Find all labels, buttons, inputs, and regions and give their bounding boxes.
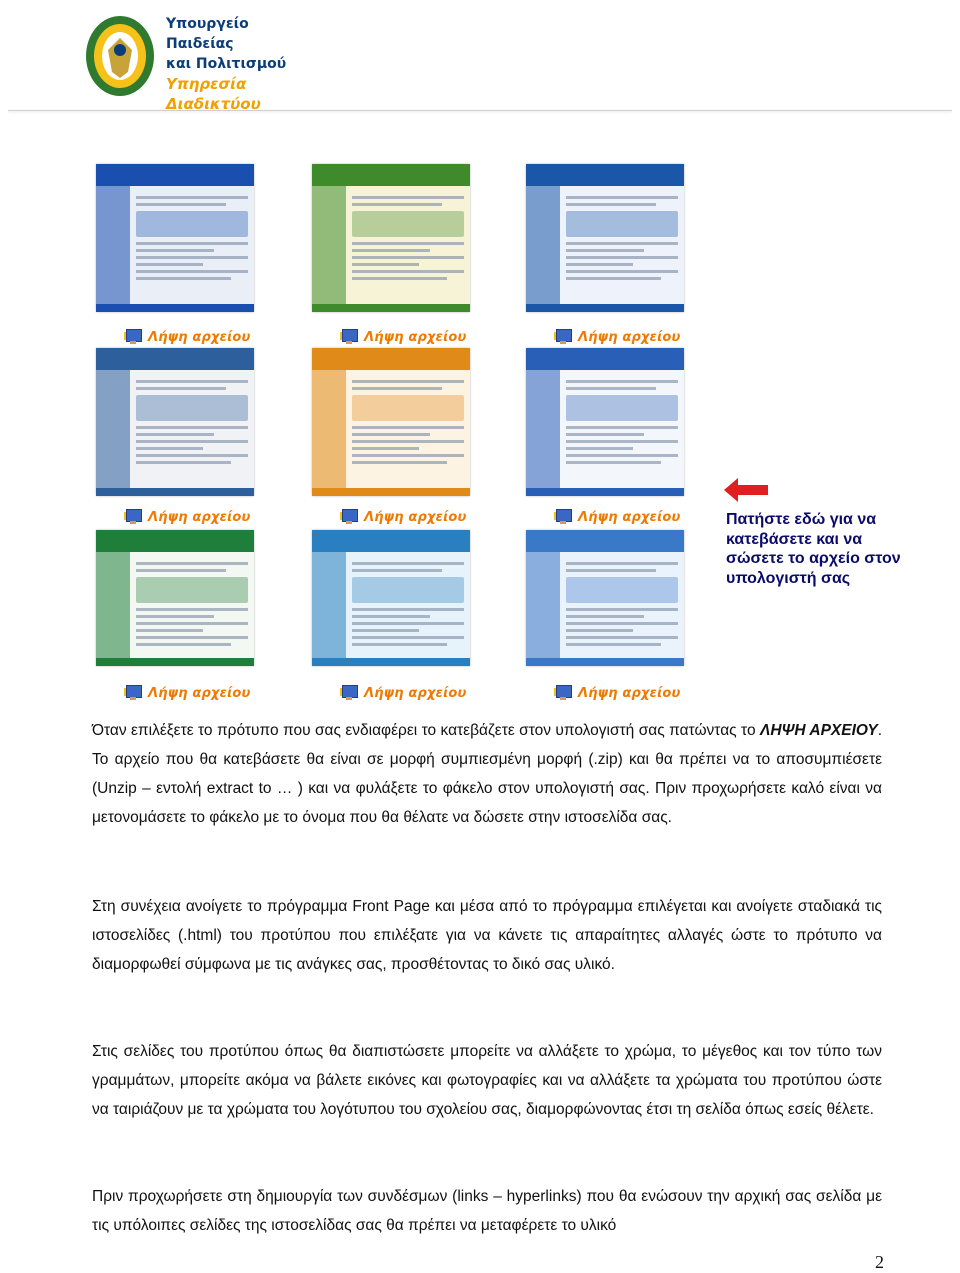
thumbnail-content [352, 192, 464, 284]
template-thumbnail[interactable] [526, 348, 684, 496]
left-arrow-icon [724, 478, 768, 502]
download-file-link[interactable] [554, 326, 680, 348]
thumbnail-content [136, 376, 248, 468]
computer-icon [340, 685, 358, 701]
template-thumbnail[interactable] [96, 164, 254, 312]
thumbnail-banner [96, 164, 254, 186]
paragraph-download-bold: ΛΗΨΗ ΑΡΧΕΙΟΥ [759, 722, 878, 739]
thumbnail-content [352, 558, 464, 650]
thumbnail-footer [96, 658, 254, 666]
thumbnail-content [566, 376, 678, 468]
thumbnail-content [136, 192, 248, 284]
logo-line-culture: και Πολιτισμού [166, 56, 287, 72]
download-file-label: Λήψη αρχείου [364, 685, 467, 701]
thumbnail-footer [526, 488, 684, 496]
thumbnail-sidebar [312, 552, 346, 658]
computer-icon [340, 329, 358, 345]
download-file-label: Λήψη αρχείου [578, 685, 681, 701]
download-file-label: Λήψη αρχείου [364, 329, 467, 345]
thumbnail-sidebar [96, 186, 130, 304]
paragraph-links: Πριν προχωρήσετε στη δημιουργία των συνδέσμων (links – hyperlinks) που θα ενώσουν την αρχική σας σελίδα με τις υπόλοιπες σελίδες της ιστοσελίδας σας θα πρέπει να μεταφέρετε το υλικό [92, 1188, 882, 1234]
computer-icon [554, 329, 572, 345]
paragraph-download [92, 716, 882, 832]
page-number: 2 [875, 1252, 884, 1272]
thumbnail-sidebar [312, 186, 346, 304]
thumbnail-footer [526, 304, 684, 312]
thumbnail-footer [96, 488, 254, 496]
download-file-label: Λήψη αρχείου [148, 685, 251, 701]
thumbnail-footer [312, 488, 470, 496]
computer-icon [554, 685, 572, 701]
thumbnail-banner [526, 348, 684, 370]
thumbnail-banner [312, 348, 470, 370]
thumbnail-sidebar [96, 370, 130, 488]
thumbnail-footer [526, 658, 684, 666]
thumbnail-sidebar [312, 370, 346, 488]
download-file-label: Λήψη αρχείου [578, 329, 681, 345]
download-file-link[interactable] [554, 506, 680, 528]
computer-icon [340, 509, 358, 525]
download-callout: Πατήστε εδώ για να κατεβάσετε και να σώσετε το αρχείο στον υπολογιστή σας [726, 511, 901, 587]
thumbnail-banner [96, 348, 254, 370]
template-thumbnail[interactable] [312, 530, 470, 666]
thumbnail-footer [312, 658, 470, 666]
thumbnail-banner [526, 530, 684, 552]
thumbnail-banner [312, 164, 470, 186]
template-thumbnail[interactable] [526, 164, 684, 312]
thumbnail-sidebar [96, 552, 130, 658]
download-file-link[interactable] [340, 682, 466, 704]
download-file-link[interactable] [340, 506, 466, 528]
paragraph-frontpage: Στη συνέχεια ανοίγετε το πρόγραμμα Front Page και μέσα από το πρόγραμμα επιλέγεται και ανοίγετε σταδιακά τις ιστοσελίδες (.html) του προτύπου που επιλέξατε για να κάνετε τις απαραίτητες αλλαγές ώστε το πρότυπο να διαμορφωθεί σύμφωνα με τις ανάγκες σας, προσθέτοντας το δικό σας υλικό. [92, 898, 882, 973]
template-thumbnail[interactable] [312, 348, 470, 496]
download-file-label: Λήψη αρχείου [578, 509, 681, 525]
template-thumbnail[interactable] [526, 530, 684, 666]
computer-icon [554, 509, 572, 525]
computer-icon [124, 685, 142, 701]
paragraph-download-start: Όταν επιλέξετε το πρότυπο που σας ενδιαφέρει το κατεβάζετε στον υπολογιστή σας πατώντας το [92, 722, 760, 739]
thumbnail-banner [526, 164, 684, 186]
paragraph-customize: Στις σελίδες του προτύπου όπως θα διαπιστώσετε μπορείτε να αλλάξετε το χρώμα, το μέγεθος και τον τύπο των γραμμάτων, μπορείτε ακόμα να βάλετε εικόνες και φωτογραφίες και να αλλάξετε τα χρώματα του προτύπου ώστε να ταιριάζουν με τα χρώματα του λογότυπου του σχολείου σας, διαμορφώνοντας έτσι τη σελίδα όπως εσείς θέλετε. [92, 1043, 882, 1118]
thumbnail-banner [96, 530, 254, 552]
thumbnail-content [566, 558, 678, 650]
thumbnail-banner [312, 530, 470, 552]
template-thumbnail[interactable] [96, 348, 254, 496]
logo-line-internet: Διαδικτύου [166, 95, 261, 113]
template-thumbnail[interactable] [312, 164, 470, 312]
download-file-link[interactable] [554, 682, 680, 704]
thumbnail-sidebar [526, 552, 560, 658]
template-thumbnail[interactable] [96, 530, 254, 666]
download-file-link[interactable] [124, 506, 250, 528]
thumbnail-content [352, 376, 464, 468]
header-divider [8, 110, 952, 111]
download-file-link[interactable] [124, 682, 250, 704]
download-file-link[interactable] [124, 326, 250, 348]
logo-line-service: Υπηρεσία [166, 75, 247, 93]
computer-icon [124, 329, 142, 345]
paragraph-download-end: . Το αρχείο που θα κατεβάσετε θα είναι σε μορφή συμπιεσμένη μορφή (.zip) και θα πρέπει να το αποσυμπιέσετε (Unzip – εντολή extract to … ) και να φυλάξετε το φάκελο στον υπολογιστή σας. Πριν προχωρήσετε καλό είναι να μετονομάσετε το φάκελο με το όνομα που θα θέλατε να δώσετε στην ιστοσελίδα σας. [92, 722, 882, 826]
download-file-label: Λήψη αρχείου [364, 509, 467, 525]
crest-icon [80, 10, 160, 100]
thumbnail-sidebar [526, 370, 560, 488]
thumbnail-footer [96, 304, 254, 312]
download-file-link[interactable] [340, 326, 466, 348]
logo-line-ministry: Υπουργείο Παιδείας [166, 16, 249, 52]
computer-icon [124, 509, 142, 525]
download-file-label: Λήψη αρχείου [148, 329, 251, 345]
thumbnail-footer [312, 304, 470, 312]
ministry-logo [80, 10, 290, 113]
download-file-label: Λήψη αρχείου [148, 509, 251, 525]
thumbnail-content [566, 192, 678, 284]
thumbnail-sidebar [526, 186, 560, 304]
thumbnail-content [136, 558, 248, 650]
